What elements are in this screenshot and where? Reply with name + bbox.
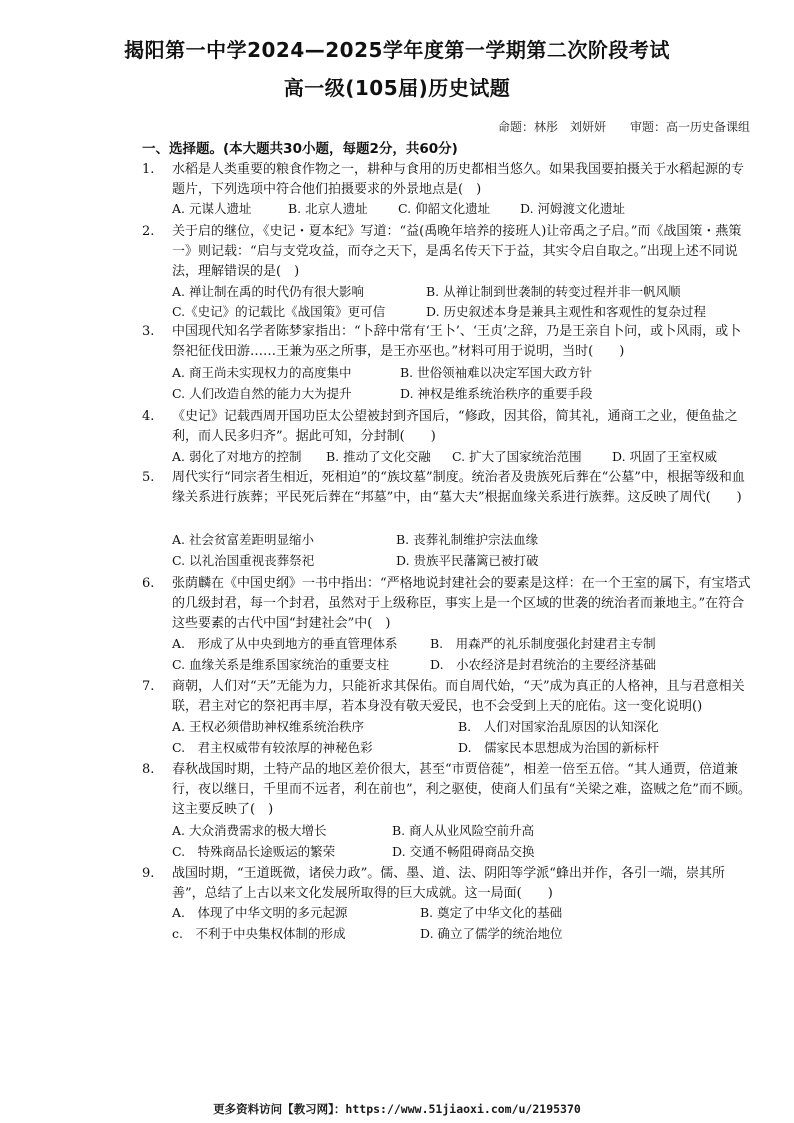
option-b: B. 世俗领袖难以决定军国大政方针 (400, 365, 593, 380)
exam-subtitle: 高一级(105届)历史试题 (283, 76, 511, 100)
option-c: C. 特殊商品长途贩运的繁荣 (172, 844, 336, 859)
option-a: A. 形成了从中央到地方的垂直管理体系 (172, 636, 398, 651)
option-a: A. 弱化了对地方的控制 (172, 449, 302, 464)
option-d: D. 贵族平民藩篱已被打破 (396, 553, 539, 568)
question-2 (142, 222, 754, 282)
question-text: 关于启的继位，《史记・夏本纪》写道：“益(禹晚年培养的接班人)让帝禹之子启。”而《战国策・燕策一》则记载：“启与支党攻益，而夺之天下，是禹名传天下于益，其实令启自取之。”出现上述不同说法，理解错误的是( ) (172, 224, 742, 279)
question-6 (142, 574, 754, 634)
question-3 (142, 322, 754, 362)
question-number: 1. (142, 162, 155, 177)
exam-title: 揭阳第一中学2024—2025学年度第一学期第二次阶段考试 (124, 38, 670, 62)
option-d: D. 历史叙述本身是兼具主观性和客观性的复杂过程 (426, 304, 707, 319)
question-4 (142, 407, 754, 447)
option-a: A. 商王尚未实现权力的高度集中 (172, 365, 352, 380)
option-b: B. 奠定了中华文化的基础 (420, 905, 563, 920)
question-number: 4. (142, 409, 155, 424)
question-text: 中国现代知名学者陈梦家指出：“卜辞中常有‘王卜’、‘王贞’之辞，乃是王亲自卜问，或卜风雨，或卜祭祀征伐田游……王兼为巫之所事，是王亦巫也。”材料可用于说明，当时( ) (172, 324, 742, 359)
question-text: 周代实行“同宗者生相近，死相迫”的“族坟墓”制度。统治者及贵族死后葬在“公墓”中，根据等级和血缘关系进行族葬；平民死后葬在“邦墓”中，由“墓大夫”根据血缘关系进行族葬。这反映了周代( ) (172, 470, 745, 505)
option-d: D. 巩固了王室权威 (612, 449, 718, 464)
option-a: A. 体现了中华文明的多元起源 (172, 905, 348, 920)
option-d: D. 确立了儒学的统治地位 (420, 926, 563, 941)
authors-line: 命题：林彤 刘妍妍 审题：高一历史备课组 (497, 120, 750, 134)
option-c: C.《史记》的记载比《战国策》更可信 (172, 304, 386, 319)
question-number: 9. (142, 866, 155, 881)
question-text: 《史记》记载西周开国功臣太公望被封到齐国后，“修政，因其俗，简其礼，通商工之业，便鱼盐之利，而人民多归齐”。据此可知，分封制( ) (172, 409, 738, 444)
section-heading: 一、选择题。(本大题共30小题，每题2分，共60分) (142, 141, 458, 157)
question-number: 6. (142, 576, 155, 591)
option-c: C. 以礼治国重视丧葬祭祀 (172, 553, 315, 568)
option-d: D. 河姆渡文化遗址 (520, 201, 626, 216)
option-b: B. 商人从业风险空前升高 (392, 823, 535, 838)
option-c: c. 不利于中央集权体制的形成 (172, 926, 346, 941)
question-text: 春秋战国时期，土特产品的地区差价很大，甚至“市贾倍蓰”，相差一倍至五倍。“其人通贾，倍道兼行，夜以继日，千里而不远者，利在前也”，利之驱使，使商人们虽有“关梁之难，盗贼之危”而不顾。这主要反映了( ) (172, 762, 751, 817)
option-d: D. 神权是维系统治秩序的重要手段 (400, 386, 593, 401)
option-d: D. 儒家民本思想成为治国的新标杆 (458, 740, 660, 755)
question-number: 2. (142, 224, 155, 239)
footer-link[interactable]: 更多资料访问【教习网】：https://www.51jiaoxi.com/u/2195370 (213, 1102, 581, 1116)
option-c: C. 扩大了国家统治范围 (452, 449, 582, 464)
option-a: A. 王权必须借助神权维系统治秩序 (172, 719, 364, 734)
option-c: C. 人们改造自然的能力大为提升 (172, 386, 352, 401)
option-c: C. 仰韶文化遗址 (398, 201, 491, 216)
question-5 (142, 468, 754, 508)
option-b: B. 丧葬礼制维护宗法血缘 (396, 532, 539, 547)
option-d: D. 小农经济是封君统治的主要经济基础 (430, 657, 657, 672)
option-b: B. 人们对国家治乱原因的认知深化 (458, 719, 659, 734)
option-a: A. 大众消费需求的极大增长 (172, 823, 327, 838)
question-9 (142, 864, 754, 904)
option-d: D. 交通不畅阻碍商品交换 (392, 844, 535, 859)
option-c: C. 血缘关系是维系国家统治的重要支柱 (172, 657, 390, 672)
question-number: 8. (142, 762, 155, 777)
option-b: B. 从禅让制到世袭制的转变过程并非一帆风顺 (426, 284, 681, 299)
question-text: 张荫麟在《中国史纲》一书中指出：“严格地说封建社会的要素是这样：在一个王室的属下，有宝塔式的几级封君，每一个封君，虽然对于上级称臣，事实上是一个区域的世袭的统治者而兼地主。”在符合这些要素的古代中国“封建社会”中( ) (172, 576, 751, 631)
option-a: A. 元谋人遗址 (172, 201, 252, 216)
question-8 (142, 760, 754, 820)
option-b: B. 推动了文化交融 (326, 449, 431, 464)
question-text: 水稻是人类重要的粮食作物之一，耕种与食用的历史都相当悠久。如果我国要拍摄关于水稻起源的专题片，下列选项中符合他们拍摄要求的外景地点是( ) (172, 162, 745, 197)
option-b: B. 用森严的礼乐制度强化封建君主专制 (430, 636, 656, 651)
question-number: 7. (142, 679, 155, 694)
question-text: 商朝，人们对“天”无能为力，只能祈求其保佑。而自周代始，“天”成为真正的人格神，且与君意相关联，君主对它的祭祀再丰厚，若本身没有敬天爱民，也不会受到上天的庇佑。这一变化说明() (172, 679, 745, 714)
question-number: 5. (142, 470, 155, 485)
option-a: A. 社会贫富差距明显缩小 (172, 532, 314, 547)
option-c: C. 君主权威带有较浓厚的神秘色彩 (172, 740, 373, 755)
option-b: B. 北京人遗址 (288, 201, 368, 216)
question-7 (142, 677, 754, 717)
option-a: A. 禅让制在禹的时代仍有很大影响 (172, 284, 364, 299)
question-text: 战国时期，“王道既微，诸侯力政”。儒、墨、道、法、阴阳等学派“蜂出并作，各引一端，崇其所善”，总结了上古以来文化发展所取得的巨大成就。这一局面( ) (172, 866, 725, 901)
question-number: 3. (142, 324, 155, 339)
question-1 (142, 160, 754, 200)
